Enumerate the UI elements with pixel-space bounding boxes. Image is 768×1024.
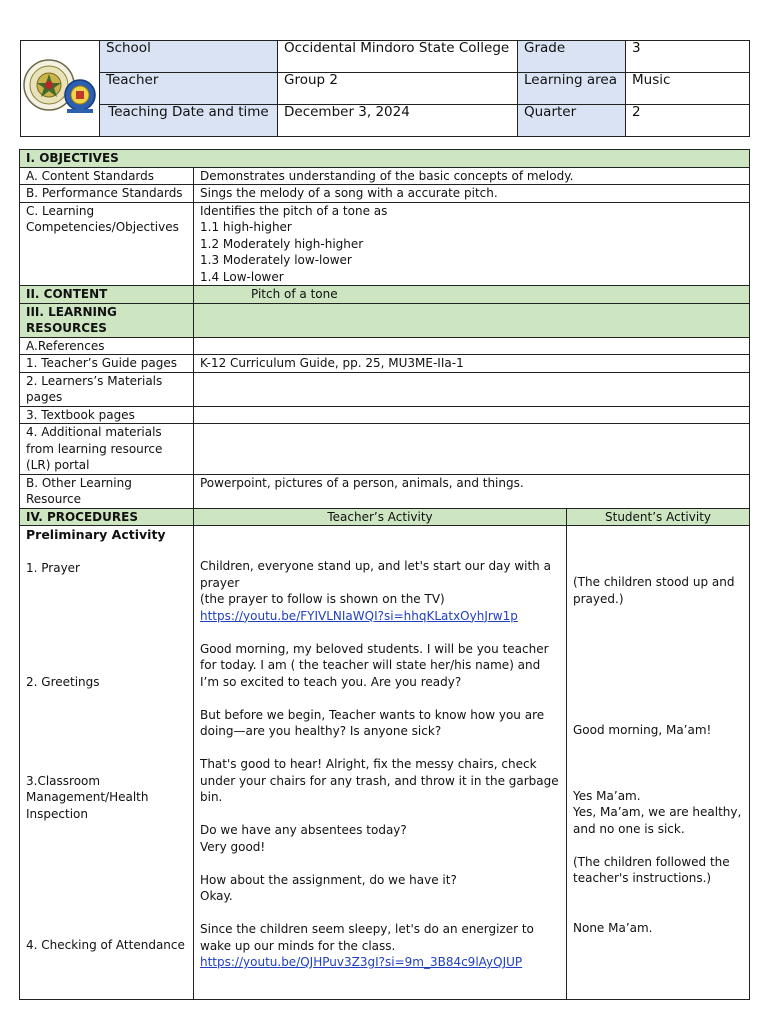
prayer-label: 1. Prayer [26, 560, 80, 575]
student-yes-response: Yes Ma’am. [573, 788, 641, 803]
lesson-plan-table [19, 149, 750, 1000]
learners-materials-label: 2. Learners’s Materials pages [20, 372, 194, 406]
competency-intro: Identifies the pitch of a tone as [200, 203, 388, 218]
seal-icon [21, 41, 99, 132]
competencies-label: C. Learning Competencies/Objectives [20, 202, 194, 286]
performance-standards-label: B. Performance Standards [20, 185, 194, 203]
student-healthy-response: Yes, Ma’am, we are healthy, and no one is sick. [573, 805, 742, 836]
attendance-label: 4. Checking of Attendance [26, 938, 185, 952]
student-none-response: None Ma’am. [573, 920, 653, 935]
competency-item: 1.1 high-higher [200, 220, 292, 234]
teachers-guide-value: K-12 Curriculum Guide, pp. 25, MU3ME-IIa-1 [194, 355, 750, 373]
energizer-video-link[interactable]: https://youtu.be/QJHPuv3Z3gI?si=9m_3B84c9lAyQJUP [200, 955, 523, 969]
quarter-label: Quarter [518, 105, 626, 137]
teacher-label: Teacher [100, 73, 278, 105]
teacher-activity-header: Teacher’s Activity [194, 508, 567, 526]
teacher-absentees-question: Do we have any absentees today? [200, 823, 407, 837]
content-standards-label: A. Content Standards [20, 167, 194, 185]
teacher-health-question: But before we begin, Teacher wants to know how you are doing—are you healthy? Is anyone sick? [200, 707, 545, 738]
teacher-chairs-instruction: That's good to hear! Alright, fix the messy chairs, check under your chairs for any trash, and throw it in the garbage bin. [200, 757, 559, 804]
learning-area-label: Learning area [518, 73, 626, 105]
other-resources-label: B. Other Learning Resource [20, 474, 194, 508]
quarter-value: 2 [626, 105, 750, 137]
competencies-value [194, 202, 750, 286]
competency-item: 1.3 Moderately low-lower [200, 253, 352, 267]
teacher-prayer-text: Children, everyone stand up, and let's start our day with a prayer [200, 559, 551, 590]
procedure-steps [20, 526, 194, 1000]
teacher-prayer-note: (the prayer to follow is shown on the TV) [200, 592, 445, 606]
classroom-management-label: 3.Classroom Management/Health Inspection [26, 773, 149, 821]
student-followed-response: (The children followed the teacher's instructions.) [573, 854, 730, 885]
grade-label: Grade [518, 41, 626, 73]
competency-item: 1.2 Moderately high-higher [200, 236, 364, 251]
other-resources-value: Powerpoint, pictures of a person, animals, and things. [194, 474, 750, 508]
objectives-title: I. OBJECTIVES [20, 150, 750, 168]
preliminary-activity-label: Preliminary Activity [26, 527, 166, 542]
school-value: Occidental Mindoro State College [278, 41, 518, 73]
teacher-assignment-question: How about the assignment, do we have it? [200, 872, 457, 887]
learning-area-value: Music [626, 73, 750, 105]
school-seal [21, 41, 100, 137]
student-activity-header: Student’s Activity [567, 508, 750, 526]
content-title: II. CONTENT [20, 286, 194, 304]
teachers-guide-label: 1. Teacher’s Guide pages [20, 355, 194, 373]
school-label: School [100, 41, 278, 73]
learning-resources-title: III. LEARNING RESOURCES [20, 303, 194, 337]
header-table [20, 40, 750, 137]
student-activity-cell [567, 526, 750, 1000]
prayer-video-link[interactable]: https://youtu.be/FYIVLNIaWQI?si=hhqKLatxOyhJrw1p [200, 608, 518, 623]
competency-item: 1.4 Low-lower [200, 269, 284, 284]
teacher-assignment-response: Okay. [200, 889, 233, 903]
procedures-title: IV. PROCEDURES [20, 508, 194, 526]
teacher-value: Group 2 [278, 73, 518, 105]
greetings-label: 2. Greetings [26, 675, 100, 689]
teacher-absentees-response: Very good! [200, 839, 266, 854]
additional-materials-label: 4. Additional materials from learning resource (LR) portal [20, 424, 194, 475]
teacher-greeting-text: Good morning, my beloved students. I will be you teacher for today. I am ( the teacher will state her/his name) and I’m so excited to teach you. Are you ready? [200, 641, 549, 689]
content-value: Pitch of a tone [194, 286, 750, 304]
student-prayer-response: (The children stood up and prayed.) [573, 575, 735, 606]
content-standards-value: Demonstrates understanding of the basic concepts of melody. [194, 167, 750, 185]
grade-value: 3 [626, 41, 750, 73]
student-greeting-response: Good morning, Ma’am! [573, 723, 712, 737]
date-value: December 3, 2024 [278, 105, 518, 137]
textbook-pages-label: 3. Textbook pages [20, 406, 194, 424]
performance-standards-value: Sings the melody of a song with a accurate pitch. [194, 185, 750, 203]
teacher-energizer-text: Since the children seem sleepy, let's do an energizer to wake up our minds for the class. [200, 922, 534, 953]
teacher-activity-cell [194, 526, 567, 1000]
references-label: A.References [20, 337, 194, 355]
date-label: Teaching Date and time [100, 105, 278, 137]
